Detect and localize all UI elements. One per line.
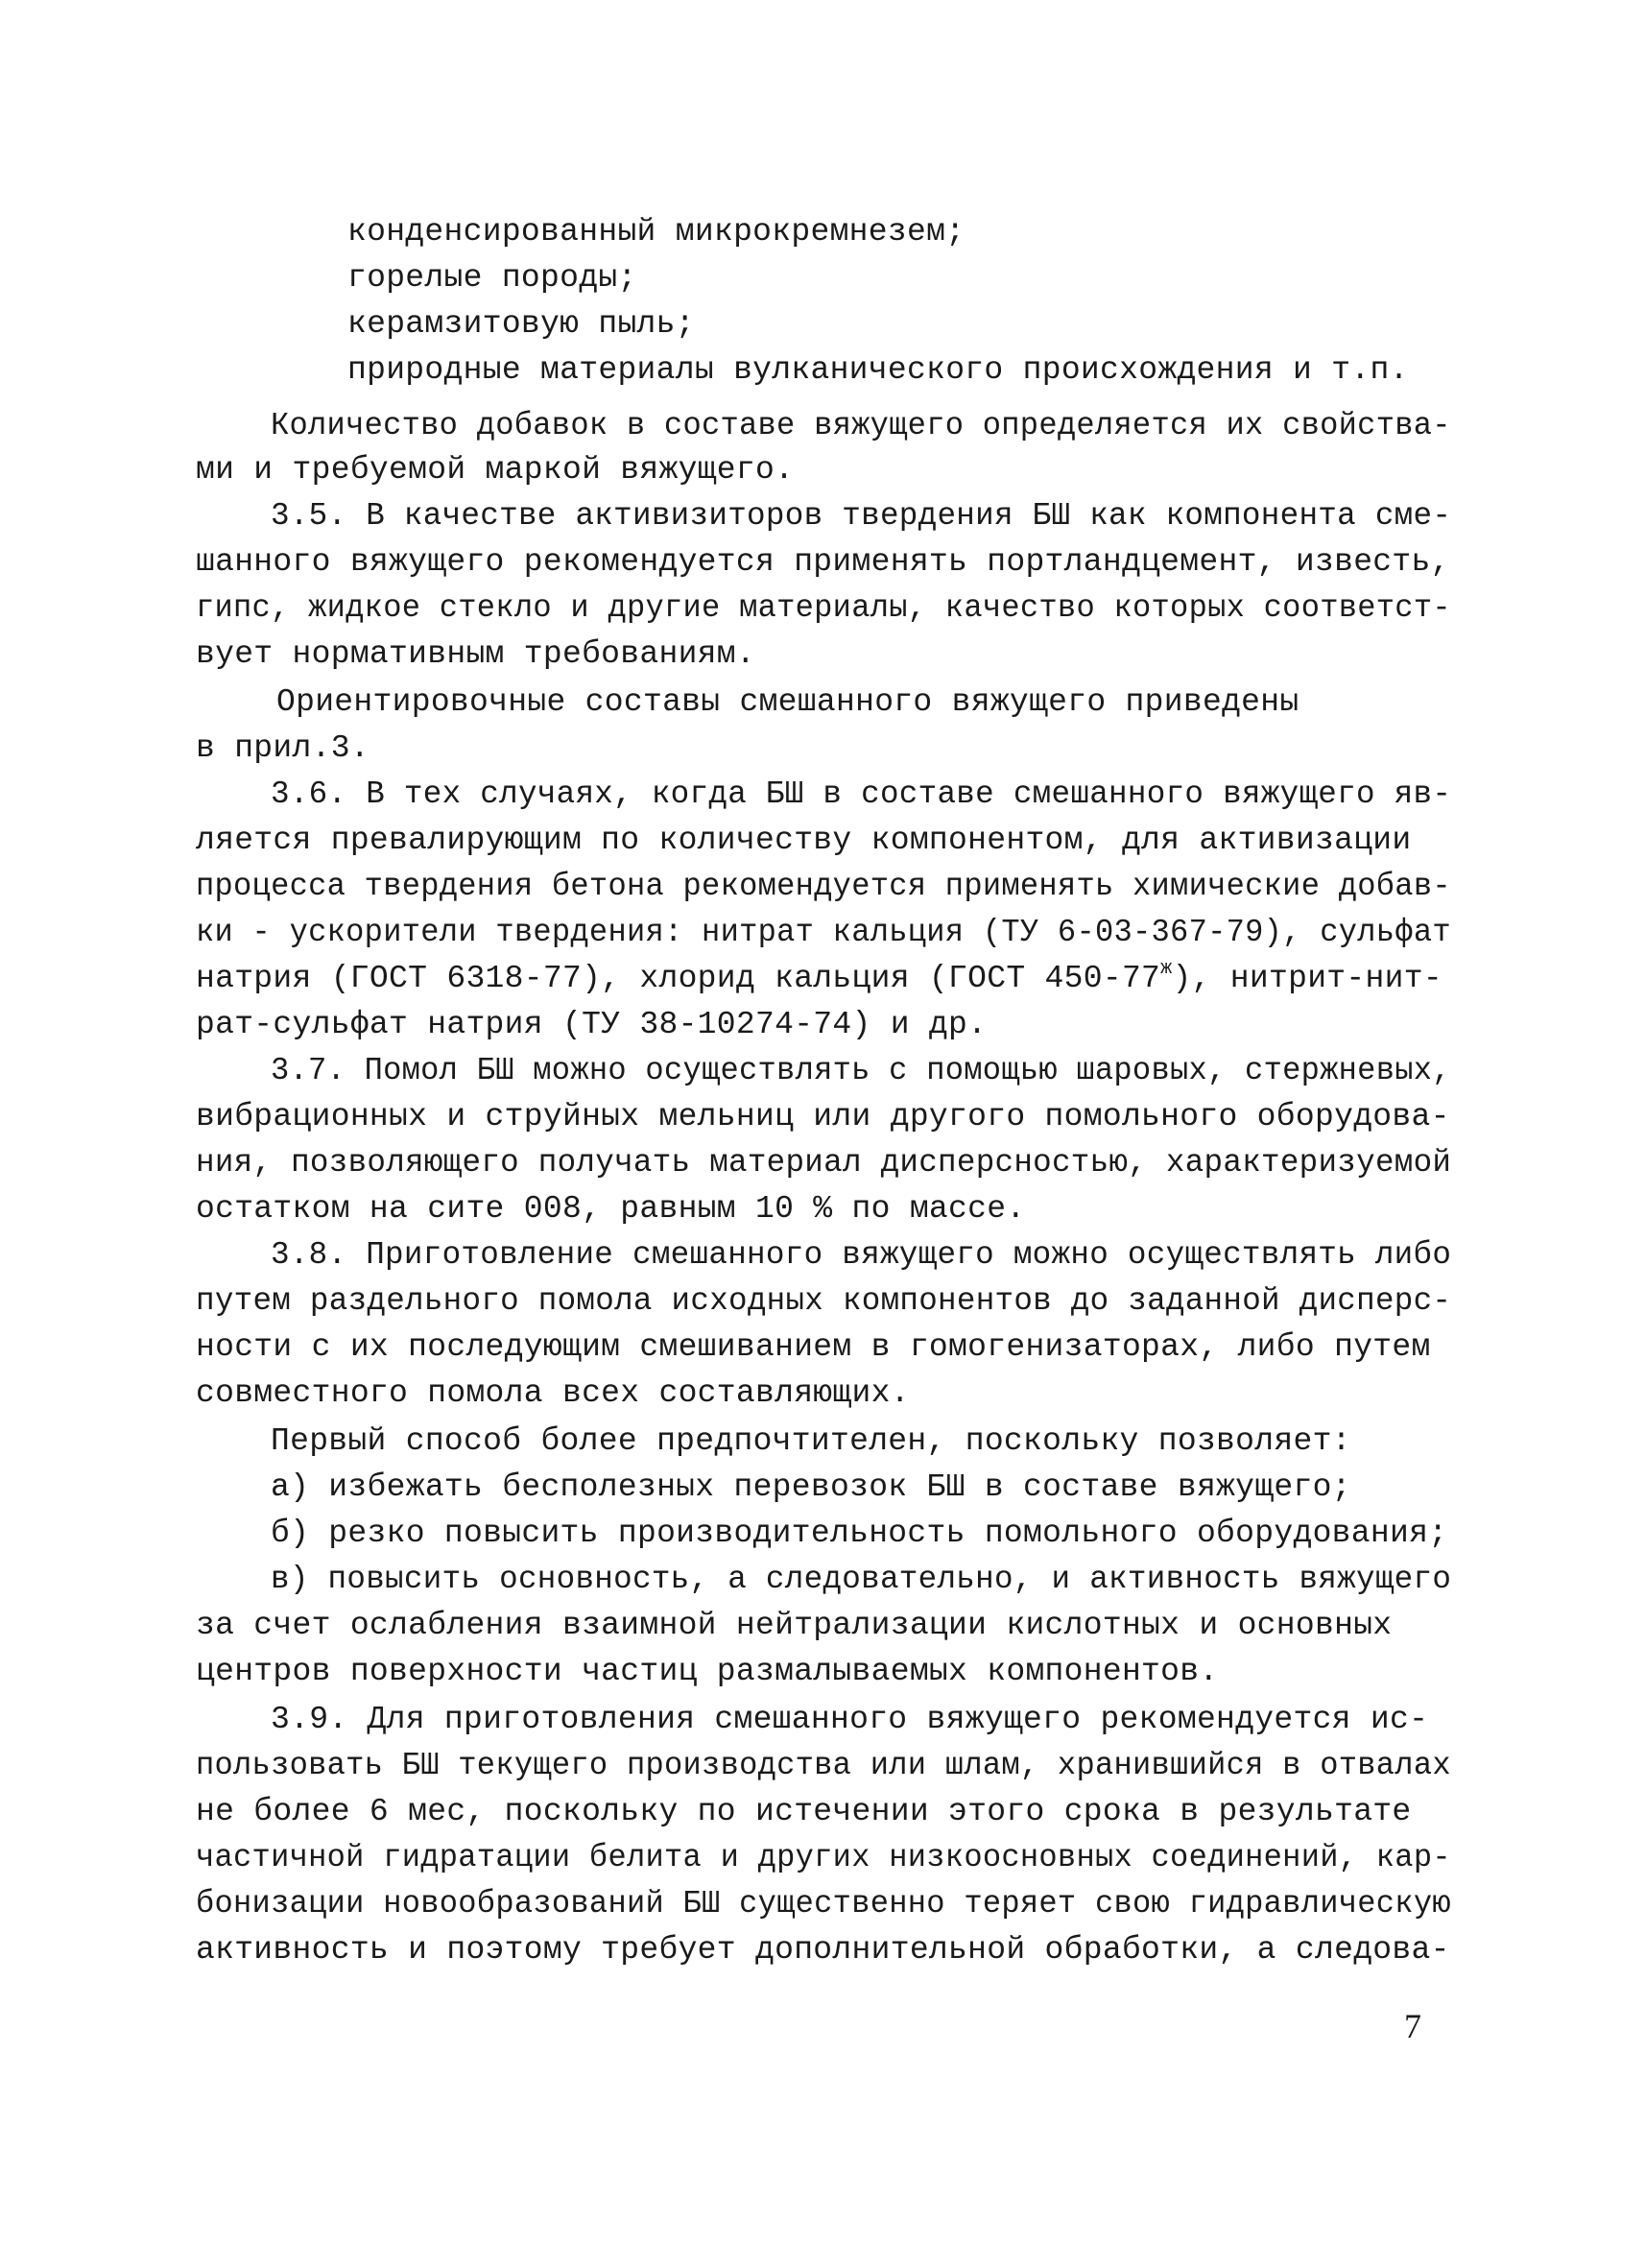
list-item: а) избежать бесполезных перевозок БШ в составе вяжущего; bbox=[271, 1469, 1351, 1505]
paragraph-line: не более 6 мес, поскольку по истечении этого срока в результате bbox=[196, 1794, 1412, 1829]
page-number: 7 bbox=[1404, 2007, 1421, 2045]
paragraph-line: Количество добавок в составе вяжущего определяется их свойства- bbox=[271, 408, 1451, 443]
list-item: природные материалы вулканического происхождения и т.п. bbox=[347, 352, 1409, 388]
paragraph-line: ки - ускорители твердения: нитрат кальция (ТУ 6-03-367-79), сульфат bbox=[196, 915, 1451, 950]
list-item: в) повысить основность, а следовательно, и активность вяжущего bbox=[271, 1562, 1452, 1597]
paragraph-line: 3.7. Помол БШ можно осуществлять с помощью шаровых, стержневых, bbox=[271, 1053, 1451, 1088]
paragraph-line: ляется превалирующим по количеству компонентом, для активизации bbox=[196, 823, 1412, 858]
paragraph-line: рат-сульфат натрия (ТУ 38-10274-74) и др. bbox=[196, 1007, 988, 1042]
paragraph-line: шанного вяжущего рекомендуется применять портландцемент, известь, bbox=[196, 544, 1450, 580]
paragraph-line: 3.5. В качестве активизиторов твердения БШ как компонента сме- bbox=[271, 498, 1452, 534]
list-item: горелые породы; bbox=[347, 260, 637, 296]
paragraph-line: процесса твердения бетона рекомендуется применять химические добав- bbox=[196, 869, 1451, 904]
paragraph-line: ми и требуемой маркой вяжущего. bbox=[196, 452, 795, 488]
text-run: натрия (ГОСТ 6318-77), хлорид кальция (ГОСТ 450-77 bbox=[196, 961, 1161, 996]
paragraph-line: бонизации новообразований БШ существенно теряет свою гидравлическую bbox=[196, 1886, 1451, 1922]
paragraph-line: активность и поэтому требует дополнительной обработки, а следова- bbox=[196, 1932, 1450, 1968]
paragraph-line: ности с их последующим смешиванием в гомогенизаторах, либо путем bbox=[196, 1329, 1431, 1365]
paragraph-line: путем раздельного помола исходных компонентов до заданной дисперс- bbox=[196, 1283, 1452, 1319]
list-item: б) резко повысить производительность помольного оборудования; bbox=[271, 1516, 1448, 1551]
paragraph-line: частичной гидратации белита и других низкоосновных соединений, кар- bbox=[196, 1840, 1451, 1875]
list-item: конденсированный микрокремнезем; bbox=[347, 214, 966, 250]
paragraph-line: 3.8. Приготовление смешанного вяжущего можно осуществлять либо bbox=[271, 1237, 1452, 1273]
paragraph-line bbox=[196, 960, 1442, 998]
paragraph-line: ния, позволяющего получать материал дисперсностью, характеризуемой bbox=[196, 1145, 1452, 1181]
paragraph-line: гипс, жидкое стекло и другие материалы, качество которых соответст- bbox=[196, 590, 1451, 626]
paragraph-line: за счет ослабления взаимной нейтрализации кислотных и основных bbox=[196, 1608, 1393, 1643]
paragraph-line: остатком на сите 008, равным 10 % по массе. bbox=[196, 1191, 1026, 1227]
paragraph-line: центров поверхности частиц размалываемых компонентов. bbox=[196, 1654, 1219, 1689]
list-item: керамзитовую пыль; bbox=[347, 306, 695, 342]
paragraph-line: совместного помола всех составляющих. bbox=[196, 1375, 910, 1411]
paragraph-line: вует нормативным требованиям. bbox=[196, 636, 755, 672]
paragraph-line: 3.9. Для приготовления смешанного вяжущего рекомендуется ис- bbox=[271, 1702, 1429, 1737]
paragraph-line: пользовать БШ текущего производства или шлам, хранившийся в отвалах bbox=[196, 1748, 1451, 1783]
text-run: ), нитрит-нит- bbox=[1172, 961, 1442, 996]
paragraph-line: 3.6. В тех случаях, когда БШ в составе смешанного вяжущего яв- bbox=[271, 776, 1452, 812]
paragraph-line: Ориентировочные составы смешанного вяжущего приведены bbox=[276, 684, 1299, 720]
paragraph-line: в прил.3. bbox=[196, 730, 370, 766]
paragraph-line: вибрационных и струйных мельниц или другого помольного оборудова- bbox=[196, 1099, 1450, 1134]
superscript: ж bbox=[1160, 958, 1173, 980]
paragraph-line: Первый способ более предпочтителен, поскольку позволяет: bbox=[271, 1423, 1351, 1459]
